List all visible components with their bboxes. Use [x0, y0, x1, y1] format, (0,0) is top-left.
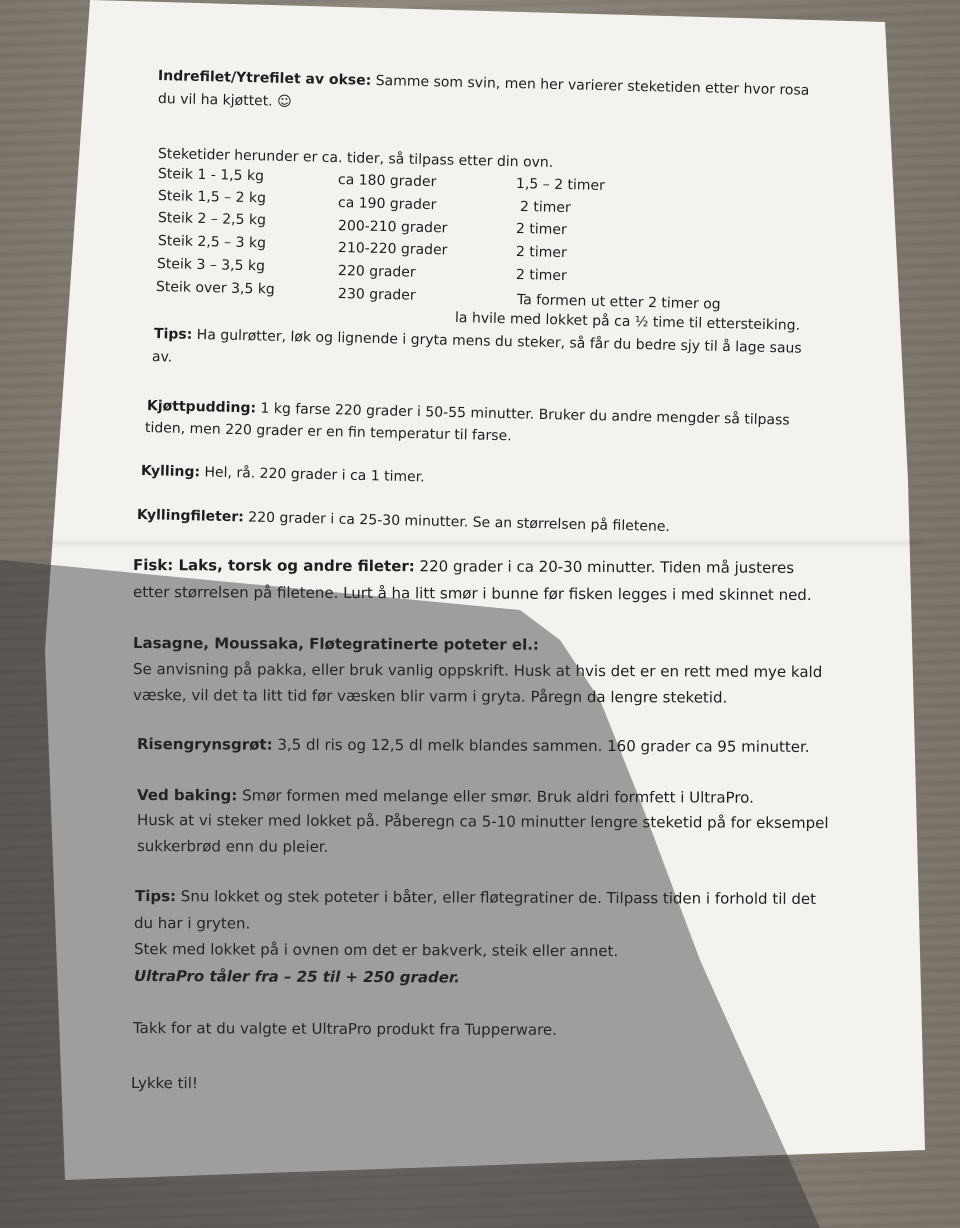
- lasagne-text-1: Se anvisning på pakka, eller bruk vanlig oppskrift. Husk at hvis det er en rett med mye kald: [132, 660, 823, 682]
- fisk-label: Fisk: Laks, torsk og andre fileter:: [132, 556, 415, 576]
- okse-text-2: du vil ha kjøttet. ☺: [157, 91, 292, 111]
- okse-line-2: [158, 89, 292, 112]
- steketider-row-weight: Steik 2,5 – 3 kg: [157, 233, 267, 252]
- kyllingfileter-text: 220 grader i ca 25-30 minutter. Se an størrelsen på filetene.: [248, 509, 671, 536]
- tips2-label: Tips:: [134, 887, 177, 906]
- steketider-row-time: 1,5 – 2 timer: [515, 176, 606, 195]
- steketider-row-time: Ta formen ut etter 2 timer og: [516, 292, 721, 313]
- tips2-text-2: du har i gryten.: [133, 914, 251, 933]
- kylling-text: Hel, rå. 220 grader i ca 1 timer.: [204, 464, 425, 486]
- okse-text-1: Samme som svin, men her varierer steketiden etter hvor rosa: [375, 72, 810, 99]
- steketider-row-temp: 220 grader: [337, 263, 416, 281]
- fisk-line-1: [133, 555, 794, 578]
- risengrynsgrot-text: 3,5 dl ris og 12,5 dl melk blandes sammen. 160 grader ca 95 minutter.: [277, 735, 810, 756]
- tips1-label: Tips:: [153, 326, 193, 343]
- kjottpudding-label: Kjøttpudding:: [146, 398, 257, 417]
- steketider-row-weight: Steik 3 – 3,5 kg: [156, 256, 266, 275]
- baking-text-2: Husk at vi steker med lokket på. Påberegn ca 5-10 minutter lengre steketid på for eksempel: [136, 811, 829, 833]
- steketider-row-temp: 230 grader: [337, 286, 416, 304]
- steketider-row-temp: ca 190 grader: [337, 195, 437, 214]
- tips2-text-3: Stek med lokket på i ovnen om det er bakverk, steik eller annet.: [133, 940, 619, 961]
- steketider-note: la hvile med lokket på ca ½ time til ettersteiking.: [454, 310, 801, 334]
- steketider-row-weight: Steik 1,5 – 2 kg: [157, 188, 267, 207]
- tips2-text-1: Snu lokket og stek poteter i båter, eller fløtegratiner de. Tilpass tiden i forhold til det: [180, 887, 817, 908]
- kjottpudding-text-1: 1 kg farse 220 grader i 50-55 minutter. Bruker du andre mengder så tilpass: [260, 400, 790, 429]
- lasagne-label: Lasagne, Moussaka, Fløtegratinerte poteter el.:: [132, 634, 539, 654]
- steketider-intro: Steketider herunder er ca. tider, så tilpass etter din ovn.: [157, 146, 554, 171]
- kylling-label: Kylling:: [140, 463, 201, 481]
- steketider-row-time: 2 timer: [519, 199, 571, 217]
- kylling-line: [141, 461, 425, 487]
- steketider-row-temp: 210-220 grader: [337, 240, 448, 259]
- fisk-text-2: etter størrelsen på filetene. Lurt å ha litt smør i bunne før fisken legges i med skinnet ned.: [132, 583, 812, 604]
- closing-thanks: Takk for at du valgte et UltraPro produkt fra Tupperware.: [132, 1019, 557, 1039]
- kjottpudding-text-2: tiden, men 220 grader er en fin temperatur til farse.: [144, 420, 512, 445]
- steketider-row-temp: 200-210 grader: [337, 218, 448, 237]
- baking-text-3: sukkerbrød enn du pleier.: [136, 837, 329, 856]
- tips1-text-2: av.: [151, 349, 173, 366]
- steketider-row-weight: Steik over 3,5 kg: [155, 279, 275, 298]
- baking-text-1: Smør formen med melange eller smør. Bruk aldri formfett i UltraPro.: [242, 786, 754, 807]
- steketider-row-temp: ca 180 grader: [337, 172, 437, 191]
- kyllingfileter-label: Kyllingfileter:: [136, 507, 244, 526]
- steketider-row-time: 2 timer: [515, 221, 567, 239]
- fisk-text-1: 220 grader i ca 20-30 minutter. Tiden må justeres: [419, 557, 795, 577]
- steketider-row-time: 2 timer: [515, 267, 567, 285]
- tips2-bold-line: UltraPro tåler fra – 25 til + 250 grader.: [133, 967, 460, 987]
- closing-luck: Lykke til!: [130, 1074, 198, 1093]
- steketider-row-time: 2 timer: [515, 244, 567, 262]
- steketider-row-weight: Steik 1 - 1,5 kg: [157, 166, 265, 185]
- kyllingfileter-line: [137, 505, 670, 537]
- okse-label: Indrefilet/Ytrefilet av okse:: [157, 68, 372, 89]
- tips1-text-1: Ha gulrøtter, løk og lignende i gryta mens du steker, så får du bedre sjy til å lage saus: [196, 326, 802, 357]
- lasagne-text-2: væske, vil det ta litt tid før væsken blir varm i gryta. Påregn da lengre steketid.: [132, 686, 728, 707]
- baking-label: Ved baking:: [136, 786, 238, 805]
- risengrynsgrot-label: Risengrynsgrøt:: [136, 735, 273, 754]
- steketider-row-weight: Steik 2 – 2,5 kg: [157, 210, 267, 229]
